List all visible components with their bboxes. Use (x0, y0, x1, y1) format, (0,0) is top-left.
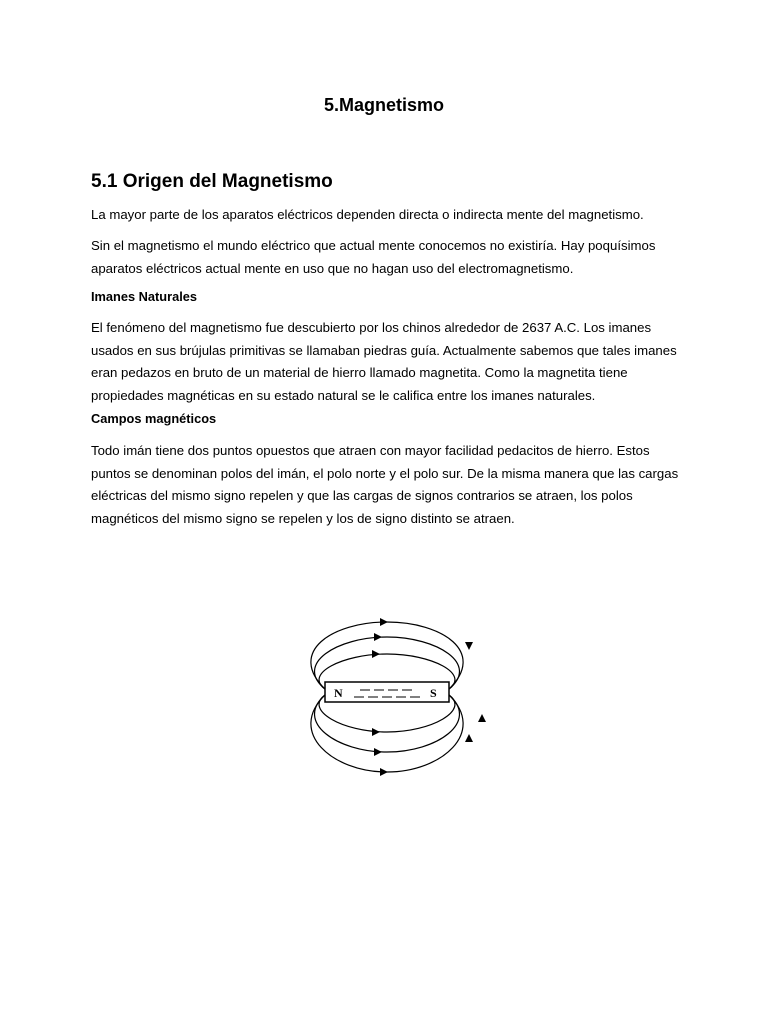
arrow-icon (380, 618, 388, 626)
arrow-icon (380, 768, 388, 776)
subheading-campos-magneticos: Campos magnéticos (91, 411, 217, 426)
arrow-icon (478, 714, 486, 722)
field-line-lower-outer (311, 695, 463, 772)
paragraph-importance: Sin el magnetismo el mundo eléctrico que actual mente conocemos no existiría. Hay poquísimos aparatos eléctricos actual mente en uso que no hagan uso del electromagnetismo. (91, 238, 656, 276)
page-title: 5.Magnetismo (323, 95, 445, 115)
paragraph-campos-magneticos: Todo imán tiene dos puntos opuestos que atraen con mayor facilidad pedacitos de hierro. Estos puntos se denominan polos del imán, el polo norte y el polo sur. De la misma manera que las cargas eléctricas del mismo signo repelen y que las cargas de signos contrarios se atraen, los polos magnéticos del mismo signo se repelen y los de signo distinto se atraen. (91, 443, 679, 526)
paragraph-imanes-naturales: El fenómeno del magnetismo fue descubierto por los chinos alrededor de 2637 A.C. Los imanes usados en sus brújulas primitivas se llamaban piedras guía. Actualmente sabemos que tales imanes eran pedazos en bruto de un material de hierro llamado magnetita. Como la magnetita tiene propiedades magnéticas en su estado natural se le califica entre los imanes naturales. (91, 320, 677, 403)
field-line-upper-inner (319, 654, 455, 689)
paragraph-intro: La mayor parte de los aparatos eléctricos dependen directa o indirecta mente del magnetismo. (91, 207, 644, 222)
field-line-upper-outer (311, 622, 463, 689)
south-pole-label: S (430, 686, 437, 700)
arrow-icon (465, 734, 473, 742)
arrow-icon (374, 748, 382, 756)
magnet-hatching (354, 690, 420, 697)
arrow-icon (372, 728, 380, 736)
magnetic-field-diagram (282, 612, 492, 787)
section-heading: 5.1 Origen del Magnetismo (91, 171, 333, 192)
arrow-icon (372, 650, 380, 658)
magnetic-field-lines-figure (282, 612, 492, 782)
arrow-icon (374, 633, 382, 641)
north-pole-label: N (334, 686, 343, 700)
field-line-lower-middle (315, 695, 460, 752)
field-line-lower-inner (319, 695, 455, 732)
subheading-imanes-naturales: Imanes Naturales (91, 289, 197, 304)
arrow-icon (465, 642, 473, 650)
